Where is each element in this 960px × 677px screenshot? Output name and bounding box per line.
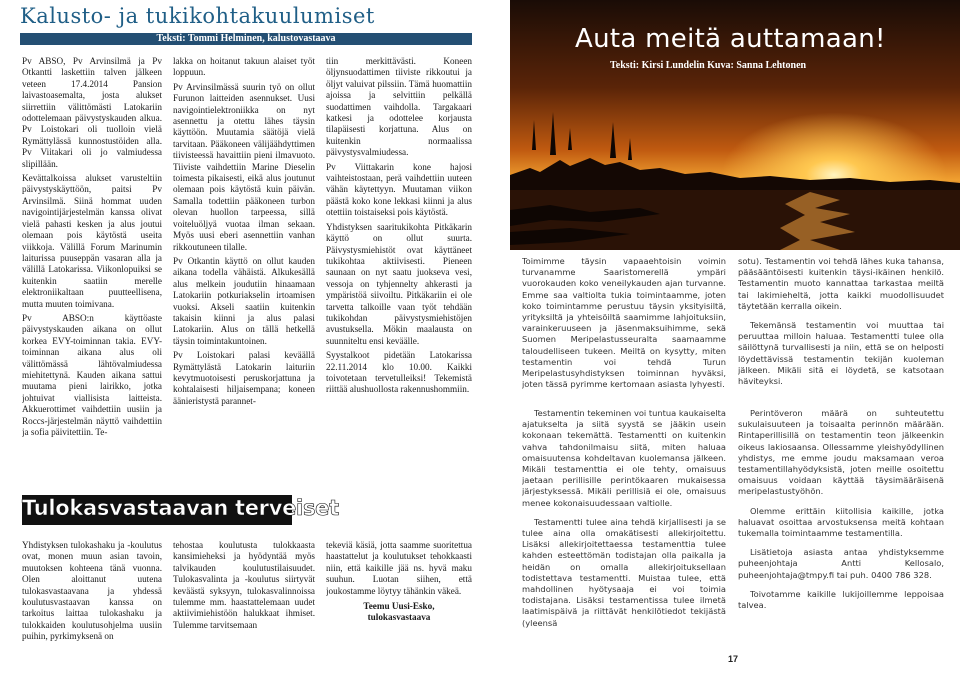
paragraph: Pv Loistokari palasi keväällä Rymättylästä Latokarin laituriin kevytmuotoisesti peruskorjattuna ja kohtalaisesti hiljaisempana; koneen äänieristystä parannet- [173,350,315,406]
paragraph: Kevättalkoissa alukset varusteltiin päivystyskäyttöön, paitsi Pv Arvinsilmä. Siinä hommat uuden navigointijärjestelmän kanssa olivat vielä pahasti kesken ja alus joutui olemaan pois käytöstä useita viikkoja. Välillä Forum Marinumin laiturissa puuseppän vasaran alla ja välillä Latokarissa. Viikonlopuiksi se kuitenkin saatiin merelle elektroniikaltaan puutteellisena, mutta muuten toimivana. [22,173,162,309]
paragraph: Testamentin tekeminen voi tuntua kaukaiselta ajatukselta ja siitä syystä se jääkin usein kokonaan tekemättä. Testamentti on kuitenkin vahva tahdonilmaisu siitä, miten haluaa omaisuutensa kohdeltavan kuolemansa jälkeen. Mikäli testamenttia ei ole tehty, omaisuus jaetaan perillisille perintökaaren mukaisessa järjestyksessä. Mikäli perillisiä ei ole, omaisuus menee kokonaisuudessaan valtiolle. [522,408,726,508]
paragraph: Pv Otkantin käyttö on ollut kauden aikana todella vähäistä. Alkukesällä alus melkein joudutiin hinaamaan Latokariin potkuriakselin irtoamisen vuoksi. Akseli saatiin kuitenkin takaisin kiinni ja alus palasi Latokariin. Alus on tällä hetkellä täysin toimintakuntoinen. [173,255,315,346]
paragraph: Toivotamme kaikille lukijoillemme leppoisaa talvea. [738,588,944,611]
paragraph: Pv Arvinsilmässä suurin työ on ollut Furunon laitteiden asennukset. Uusi navigointielektroniikka on nyt asennettu ja otettu lähes täysin käyttöön. Muutamia säätöjä vielä tarvitaan. Pääkoneen välijäähdyttimen tiivisteessä havaittiin pieni ilmavuoto. Tiiviste vaihdettiin Marine Dieselin toimesta pikaisesti, eikä alus joutunut olemaan pois käytöstä kuin päivän. Samalla todettiin pääkoneen turbon olevan huollon tarpeessa, sillä voiteluöljyä vuotaa ilman sekaan. Myös uusi eberi asennettiin vanhan rikkoutuneen tilalle. [173,81,315,252]
paragraph: Pv Viittakarin kone hajosi vaihteistostaan, perä vaihdettiin uuteen vähän käytettyyn. Muutaman viikon päästä koko kone lekkasi kiinni ja alus otettiin toistaiseksi pois käytöstä. [326,161,472,218]
bottom-column-1 [22,540,162,670]
paragraph: Testamentti tulee aina tehdä kirjallisesti ja se tulee aina olla omakätisesti allekirjoitettu. Lisäksi allekirjoitettaessa testamenttia tulee kahden esteettömän todistajan olla paikalla ja heidän on omalla allekirjoituksellaan todistettava testamentti. Muistaa tulee, että mahdollinen hyötysaaja ei voi toimia todistajana. Lisäksi testamentissa tulee ilmetä laatimispäivä ja riittävät henkilötiedot tekijästä (yleensä [522,516,726,628]
section-heading: Tulokasvastaavan terveiset [22,496,339,520]
paragraph: Pv ABSO, Pv Arvinsilmä ja Pv Otkantti laskettiin talven jälkeen veteen 17.4.2014 Pansion laivastoasemalta, josta alukset siirrettiin välittömästi Latokariin odottelemaan päivystyskauden alkua. Pv Loistokari oli tuolloin vielä Rymättylässä kunnostustöiden alla. Pv Viitakari oli jo valmiudessa slipillään. [22,56,162,169]
paragraph: lakka on hoitanut takuun alaiset työt loppuun. [173,56,315,78]
paragraph: Tekemänsä testamentin voi muuttaa tai peruuttaa milloin haluaa. Testamentti tulee olla säilöttynä turvallisesti ja niin, että se on helposti löydettävissä testamentin tekijän kuoleman jälkeen. Mikäli sitä ei löydetä, se katsotaan häviteyksi. [738,320,944,387]
article-credit-right: Teksti: Kirsi Lundelin Kuva: Sanna Lehtonen [610,60,807,71]
right-page [480,0,960,677]
text-column-2 [173,56,315,476]
paragraph: tehostaa koulutusta tulokkaasta kansimieheksi ja hyödyntää myös talvikauden koulutustilaisuudet. Tulokasvalinta ja -koulutus siirtyvät keväästä syksyyn, tulokasvalinnoissa tulemme mm. haastattelemaan uudet aktiivimiehistöön halukkaat ihmiset. Tulemme tarvitsemaan [173,540,315,630]
right-column-2-bottom [738,408,944,638]
right-column-1-bottom [522,408,726,638]
paragraph: Perintöveron määrä on suhteutettu sukulaisuuteen ja toisaalta perinnön määrään. Rintaperillisillä on testamentin teon jälkeenkin oikeus lakiosaansa. Ollessamme yleishyödyllinen yhdistys, me emme joudu maksamaan veroa testamentillahyödyksistä, joten meille osoitettu omaisuus voidaan käyttää täysimääräisenä meripelastustyöhön. [738,408,944,497]
paragraph: Lisätietoja asiasta antaa yhdistyksemme puheenjohtaja Antti Kellosalo, puheenjohtaja@tmpy.fi tai puh. 0400 786 328. [738,547,944,580]
paragraph: Olemme erittäin kiitollisia kaikille, jotka haluavat osoittaa arvostuksensa meitä kohtaan tukemalla toimintaamme testamentilla. [738,505,944,539]
paragraph: sotu). Testamentin voi tehdä lähes kuka tahansa, pääsääntöisesti kuitenkin täysi-ikäinen henkilö. Testamentin muoto kannattaa tarkastaa meiltä tai lakimieheltä, jotta kaikki muodollisuudet täytetään kerralla oikein. [738,256,944,311]
article-title: Kalusto- ja tukikohtakuulumiset [20,4,375,28]
signature [326,601,472,624]
bottom-column-3 [326,540,472,670]
signature-name: Teemu Uusi-Esko, [363,601,435,612]
paragraph: Yhdistyksen tulokashaku ja -koulutus ovat, monen muun asian tavoin, muutoksen kohteena tänä vuonna. Olen aloittanut uutena tulokasvastaavana ja yhdessä koulutusvastaavan kanssa on tarkoitus laittaa tulokashaku ja tulokkaiden koulutusohjelma uusiin puihin, pyrkimyksenä on [22,540,162,642]
paragraph: Toimimme täysin vapaaehtoisin voimin turvanamme Saaristomerellä ympäri vuorokauden koko veneilykauden ajan turvanne. Emme saa valtiolta tukia toimintaamme, joten koko toimintamme perustuu täysin yksityisiltä, yrityksiltä ja yhteisöiltä saamimme lahjoituksiin, varainkeruuseen ja jäsenmaksuihimme, sekä Suomen Meripelastusseuralta saamaamme taloudelliseen tukeen. Meiltä on kysytty, miten testamentin voi tehdä Turun Meripelastusyhdistyksen toiminnan hyväksi, joten tässä pyrimme kertomaan asiasta lyhyesti. [522,256,726,390]
paragraph: tekeviä käsiä, jotta saamme suoritettua haastattelut ja koulutukset tehokkaasti niin, että kaikille jää ns. hyvä maku suuhun. Luotan siihen, että joukostamme löytyy tähänkin väkeä. [326,540,472,596]
paragraph: Syystalkoot pidetään Latokarissa 22.11.2014 klo 10.00. Kaikki toivotetaan tervetulleiksi! Tekemistä riittää alushuollosta rakennushommiin. [326,350,472,395]
signature-role: tulokasvastaava [367,612,431,623]
text-column-1 [22,56,162,476]
paragraph: tiin merkittävästi. Koneen öljynsuodattimen tiiviste rikkoutui ja öljyt valuivat pilssiin. Tämä huomattiin ajoissa ja selvittiin pelkällä suodattimen vaihdolla. Targakaari katkesi ja odottelee korjausta tilapäisesti korjattuna. Alus on kuitenkin normaalissa päivystysvalmiudessa. [326,56,472,158]
page-number: 17 [728,654,739,664]
right-column-2-top [738,256,944,398]
paragraph: Yhdistyksen saaritukikohta Pitkäkarin käyttö on ollut suurta. Päivystysmiehistöt ovat käyttäneet tukikohtaa aktiivisesti. Pieneen saunaan on nyt saatu juokseva vesi, vessoja on tyhjennelty ahkerasti ja ympäristöä siivoiltu. Pitkäkariin ei ole tarvetta talkoille vaan työt tehdään tukikohdan päivystysmiehistöjen avustuksella. Mökin maalausta on suunniteltu ensi keväälle. [326,221,472,346]
bottom-column-2 [173,540,315,670]
paragraph: Pv ABSO:n käyttöaste päivystyskauden aikana on ollut korkea EVY-toiminnan takia. EVY-toiminnan aikana alus oli välittömässä lähtövalmiudessa miehitettynä. Kauden aikana sattui muutama pieni lairikko, jotka johtuivat viallisista laitteista. Akkuerottimet vaihdettiin uusiin ja Roccs-järjestelmän näyttö vaihdettiin ja sofia päivitettiin. Te- [22,312,162,437]
text-column-3 [326,56,472,476]
article-title-right: Auta meitä auttamaan! [575,24,886,54]
article-credit: Teksti: Tommi Helminen, kalustovastaava [156,33,336,44]
right-column-1-top [522,256,726,398]
